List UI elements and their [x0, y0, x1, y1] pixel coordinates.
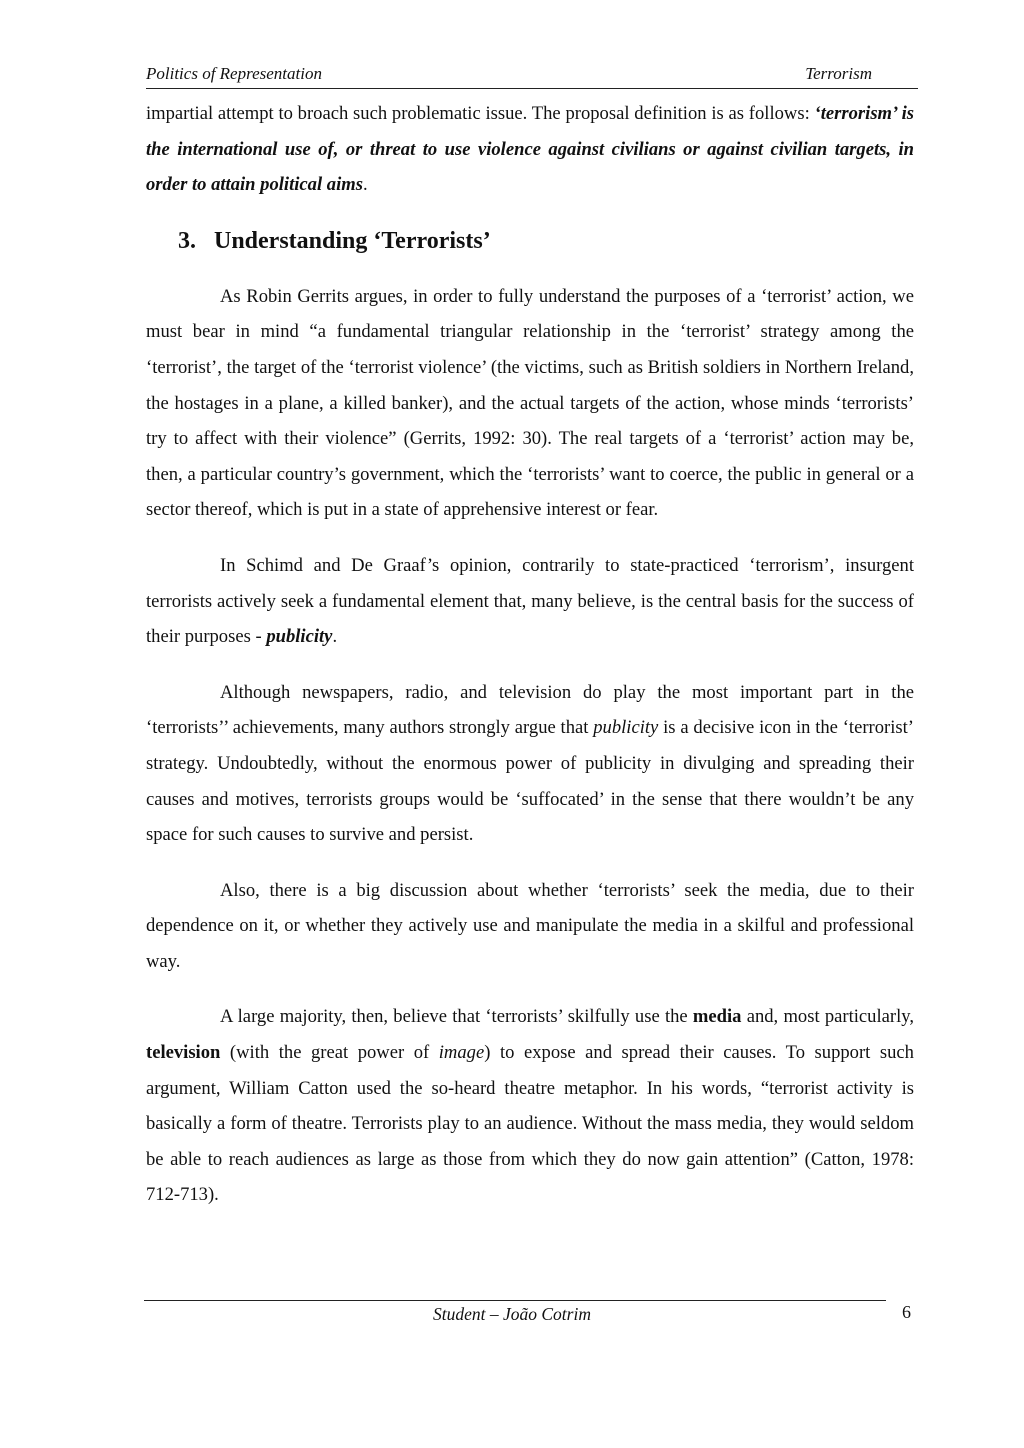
section-title: Understanding ‘Terrorists’ [214, 227, 491, 254]
paragraph-text-end: . [332, 626, 338, 648]
paragraph-schimd [146, 548, 914, 655]
emphasis-television: television [146, 1042, 221, 1064]
section-number: 3. [178, 227, 196, 254]
footer-rule [144, 1300, 886, 1301]
header-right-title: Terrorism [805, 64, 872, 83]
intro-paragraph [146, 96, 914, 203]
emphasis-publicity: publicity [266, 626, 333, 648]
page-number: 6 [902, 1302, 911, 1322]
paragraph-text: (with the great power of [220, 1042, 439, 1064]
header-left-title: Politics of Representation [146, 64, 322, 83]
emphasis-media: media [692, 1006, 742, 1028]
paragraph-discussion: Also, there is a big discussion about whether ‘terrorists’ seek the media, due to their dependence on it, or whether they actively use and manipulate the media in a skilful and professional way. [146, 879, 914, 972]
footer-author: Student – João Cotrim [433, 1304, 591, 1324]
paragraph-gerrits: As Robin Gerrits argues, in order to fully understand the purposes of a ‘terrorist’ action, we must bear in mind “a fundamental triangular relationship in the ‘terrorist’ strategy among the ‘terrorist’, the target of the ‘terrorist violence’ (the victims, such as British soldiers in Northern Ireland, the hostages in a plane, a killed banker), and the actual targets of the action, whose minds ‘terrorists’ try to affect with their violence” (Gerrits, 1992: 30). The real targets of a ‘terrorist’ action may be, then, a particular country’s government, which the ‘terrorists’ want to coerce, the public in general or a sector thereof, which is put in a state of apprehensive interest or fear. [146, 285, 914, 521]
paragraph-text: and, most particularly, [741, 1006, 914, 1028]
intro-text: impartial attempt to broach such problematic issue. The proposal definition is as follows: [146, 103, 815, 124]
paragraph-text: A large majority, then, believe that ‘terrorists’ skilfully use the [220, 1006, 693, 1028]
paragraph-text: In Schimd and De Graaf’s opinion, contrarily to state-practiced ‘terrorism’, insurgent terrorists actively seek a fundamental element that, many believe, is the central basis for the success of their purposes - [146, 554, 914, 648]
emphasis-image: image [438, 1042, 485, 1064]
definition-quote: ‘terrorism’ is the international use of, or threat to use violence against civilians or against civilian targets, in order to attain political aims [146, 103, 915, 196]
intro-end: . [362, 174, 368, 196]
body-text [146, 96, 914, 1213]
paragraph-newspapers [146, 675, 914, 853]
paragraph-text-end: ) to expose and spread their causes. To support such argument, William Catton used the so-heard theatre metaphor. In his words, “terrorist activity is basically a form of theatre. Terrorists play to an audience. Without the mass media, they would seldom be able to reach audiences as large as those from which they do now gain attention” (Catton, 1978: 712-713). [146, 1042, 914, 1206]
emphasis-publicity-italic: publicity [593, 717, 659, 739]
paragraph-catton [146, 999, 914, 1213]
paragraph-text-end: is a decisive icon in the ‘terrorist’ strategy. Undoubtedly, without the enormous power of publicity in divulging and spreading their causes and motives, terrorists groups would be ‘suffocated’ in the sense that there wouldn’t be any space for such causes to survive and persist. [146, 717, 914, 846]
paragraph-text: Although newspapers, radio, and television do play the most important part in the ‘terrorists’’ achievements, many authors strongly argue that [146, 681, 914, 739]
section-heading [178, 223, 914, 259]
running-header [146, 60, 918, 89]
